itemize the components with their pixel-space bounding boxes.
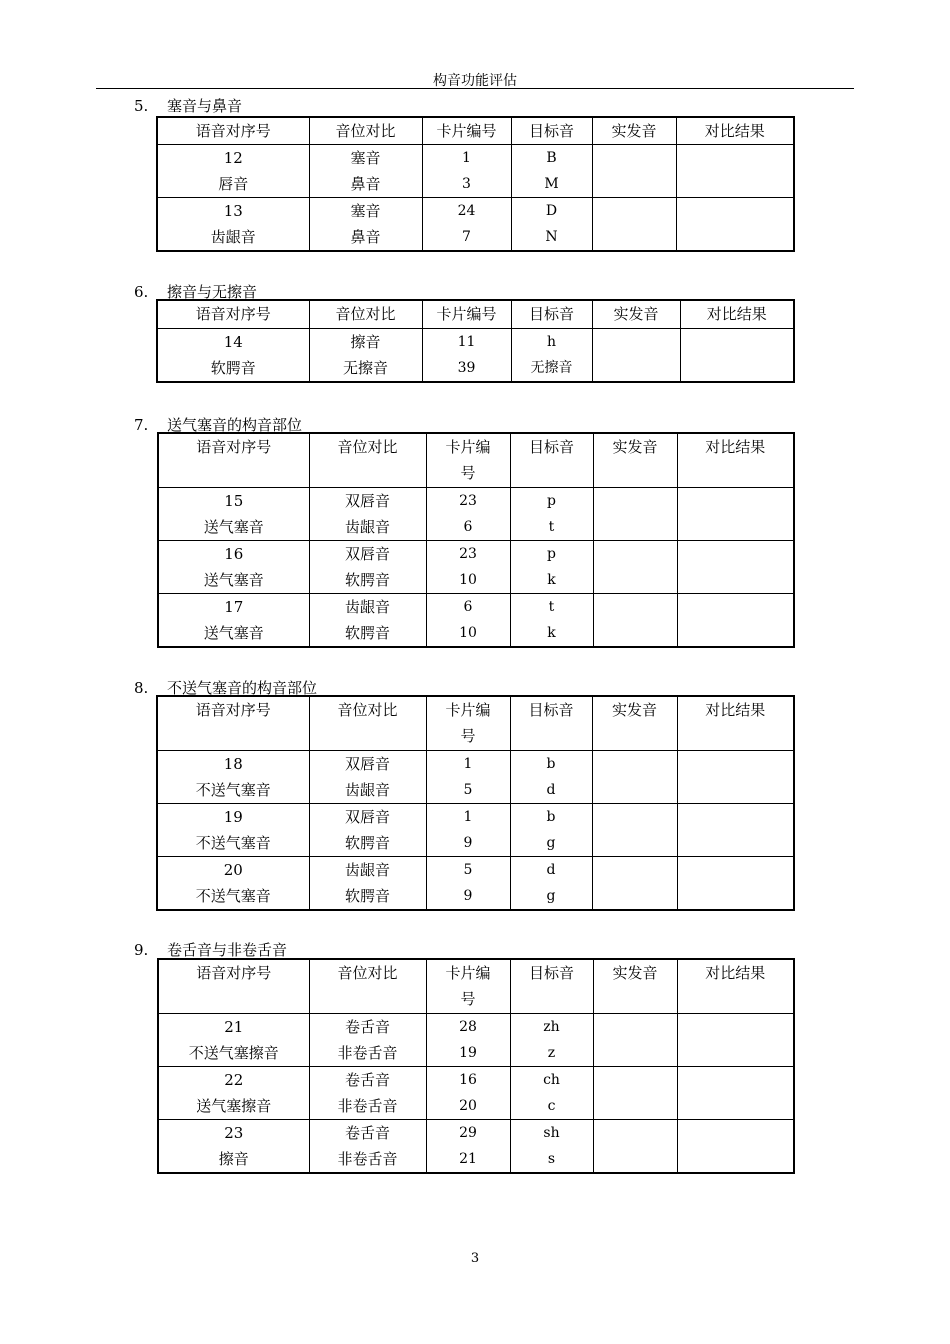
phoneme-contrast-cell-line: 齿龈音 (344, 780, 390, 799)
column-header-card-number (426, 959, 510, 1013)
target-sound-cell (510, 1066, 593, 1119)
actual-sound-cell[interactable] (592, 328, 680, 382)
pair-number-cell-line: 15 (224, 491, 244, 510)
phoneme-contrast-cell (309, 1013, 426, 1066)
card-number-cell (426, 540, 510, 593)
column-header-pair-number (158, 433, 309, 487)
table-header-row (158, 959, 794, 1013)
card-number-cell-line: 28 (459, 1018, 477, 1035)
card-number-cell-line: 5 (463, 861, 473, 878)
card-number-cell (426, 803, 510, 856)
target-sound-cell-line: b (546, 755, 556, 772)
column-header-contrast-result (677, 959, 794, 1013)
target-sound-cell-line: B (546, 150, 557, 166)
target-sound-cell (510, 487, 593, 540)
phoneme-contrast-cell (309, 1066, 426, 1119)
pair-number-cell-line: 23 (224, 1123, 244, 1142)
column-header-label: 实发音 (613, 305, 659, 323)
column-header-label: 对比结果 (706, 305, 767, 323)
section-heading: 擦音与无擦音 (167, 283, 258, 301)
page-number: 3 (470, 1251, 480, 1266)
target-sound-cell-line: h (546, 333, 557, 350)
contrast-result-cell[interactable] (677, 593, 794, 647)
actual-sound-cell[interactable] (593, 540, 677, 593)
phoneme-contrast-cell-line: 双唇音 (344, 807, 390, 826)
section-number: 5. (134, 97, 149, 115)
column-header-label: 目标音 (528, 964, 574, 982)
table-row (157, 803, 794, 856)
pair-number-cell (158, 593, 309, 647)
target-sound-cell-line: M (544, 176, 559, 192)
card-number-cell-line: 16 (459, 1071, 477, 1088)
contrast-result-cell-line (677, 198, 794, 224)
column-header-actual-sound (592, 117, 676, 145)
actual-sound-cell-line (593, 198, 676, 224)
section-number: 9. (134, 941, 149, 959)
column-header-phoneme-contrast (309, 117, 422, 145)
column-header-target-sound (510, 696, 592, 750)
pair-number-cell (157, 328, 309, 382)
contrast-result-cell[interactable] (677, 856, 794, 910)
card-number-cell-line: 23 (459, 492, 477, 509)
column-header-label: 目标音 (528, 701, 574, 719)
pair-number-cell (157, 803, 309, 856)
phoneme-contrast-cell (309, 1119, 426, 1173)
table-header-row (158, 433, 794, 487)
column-header-label: 语音对序号 (195, 701, 271, 719)
column-header-label: 卡片编号 (436, 305, 497, 323)
table-row (158, 540, 794, 593)
section-title (134, 939, 287, 960)
contrast-result-cell-line (678, 857, 794, 883)
column-header-label: 音位对比 (337, 701, 398, 719)
column-header-label: 实发音 (612, 438, 658, 456)
column-header-label: 音位对比 (335, 305, 396, 323)
column-header-label: 对比结果 (704, 122, 765, 140)
phoneme-contrast-cell-line: 非卷舌音 (337, 1096, 398, 1115)
pair-number-cell (158, 1013, 309, 1066)
pair-number-cell-line: 12 (223, 149, 243, 167)
phoneme-contrast-cell-line: 非卷舌音 (337, 1043, 398, 1062)
column-header-label: 语音对序号 (195, 122, 271, 140)
pair-number-cell-line: 齿龈音 (210, 228, 256, 246)
phoneme-contrast-cell-line: 卷舌音 (344, 1017, 390, 1036)
contrast-result-cell[interactable] (677, 750, 794, 803)
actual-sound-cell[interactable] (593, 487, 677, 540)
contrast-result-cell-line (678, 751, 794, 777)
phoneme-contrast-cell-line: 软腭音 (344, 570, 390, 589)
column-header-label: 对比结果 (705, 701, 766, 719)
actual-sound-cell-line (593, 804, 677, 830)
pair-number-cell (157, 198, 309, 252)
column-header-contrast-result (676, 117, 794, 145)
card-number-cell-line: 3 (462, 176, 471, 192)
table-row (157, 328, 794, 382)
section-number: 7. (134, 416, 149, 434)
pair-number-cell-line: 送气塞音 (203, 570, 264, 589)
card-number-cell-line: 10 (459, 571, 477, 588)
phoneme-contrast-cell-line: 双唇音 (344, 491, 390, 510)
phoneme-contrast-cell-line: 软腭音 (344, 833, 390, 852)
phoneme-contrast-cell-line: 齿龈音 (344, 860, 390, 879)
phoneme-contrast-cell-line: 无擦音 (342, 358, 388, 377)
pair-number-cell-line: 不送气塞音 (195, 833, 271, 852)
table-row (158, 1013, 794, 1066)
target-sound-cell-line: d (546, 781, 556, 798)
contrast-result-cell[interactable] (677, 540, 794, 593)
phoneme-contrast-cell-line: 鼻音 (350, 228, 381, 246)
pair-number-cell (158, 1119, 309, 1173)
assessment-table (156, 695, 795, 911)
actual-sound-cell-line (594, 1014, 677, 1040)
card-number-cell (426, 487, 510, 540)
card-number-cell (426, 1013, 510, 1066)
actual-sound-cell-line (594, 1120, 677, 1146)
pair-number-cell (158, 1066, 309, 1119)
target-sound-cell-line: s (547, 1150, 556, 1167)
column-header-target-sound (510, 433, 593, 487)
target-sound-cell (511, 328, 592, 382)
column-header-phoneme-contrast (309, 433, 426, 487)
phoneme-contrast-cell-line: 齿龈音 (344, 517, 390, 536)
section-heading: 卷舌音与非卷舌音 (167, 941, 288, 959)
phoneme-contrast-cell (309, 593, 426, 647)
pair-number-cell (158, 540, 309, 593)
pair-number-cell-line: 送气塞擦音 (196, 1096, 272, 1115)
phoneme-contrast-cell-line: 擦音 (350, 332, 381, 351)
column-header-label: 目标音 (528, 438, 574, 456)
column-header-phoneme-contrast (309, 696, 426, 750)
column-header-phoneme-contrast (309, 300, 422, 328)
pair-number-cell (157, 750, 309, 803)
target-sound-cell (510, 593, 593, 647)
contrast-result-cell-line (677, 145, 794, 171)
section-heading: 塞音与鼻音 (167, 97, 243, 115)
card-number-cell-line: 5 (463, 781, 473, 798)
actual-sound-cell[interactable] (593, 593, 677, 647)
phoneme-contrast-cell (309, 487, 426, 540)
target-sound-cell-line: c (547, 1097, 556, 1114)
pair-number-cell-line: 16 (224, 544, 244, 563)
card-number-cell-line: 20 (459, 1097, 477, 1114)
column-header-card-number (426, 696, 510, 750)
target-sound-cell-line: ch (543, 1071, 560, 1088)
contrast-result-cell-line (681, 329, 794, 355)
column-header-label: 卡片编号 (436, 122, 497, 140)
target-sound-cell-line: z (547, 1044, 556, 1061)
section-number: 8. (134, 679, 149, 697)
target-sound-cell-line: d (546, 861, 556, 878)
card-number-cell-line: 9 (463, 887, 473, 904)
assessment-table (157, 432, 795, 648)
column-header-card-number (422, 300, 511, 328)
contrast-result-cell-line (678, 1067, 794, 1093)
pair-number-cell-line: 13 (223, 202, 243, 220)
target-sound-cell-line: D (545, 203, 558, 219)
column-header-target-sound (511, 300, 592, 328)
table-row (158, 1066, 794, 1119)
contrast-result-cell-line (678, 488, 794, 514)
target-sound-cell (510, 1119, 593, 1173)
phoneme-contrast-cell-line: 软腭音 (344, 886, 390, 905)
card-number-cell-line: 1 (462, 150, 471, 166)
pair-number-cell-line: 14 (223, 332, 243, 351)
card-number-cell (426, 1066, 510, 1119)
assessment-table (156, 116, 795, 252)
card-number-cell-line: 39 (457, 359, 476, 376)
card-number-cell (426, 856, 510, 910)
card-number-cell-line: 9 (463, 834, 473, 851)
actual-sound-cell-line (594, 594, 677, 620)
section-title (134, 95, 242, 116)
column-header-actual-sound (593, 959, 677, 1013)
target-sound-cell-line: sh (543, 1124, 560, 1141)
column-header-actual-sound (593, 433, 677, 487)
pair-number-cell-line: 不送气塞音 (195, 886, 271, 905)
target-sound-cell-line: g (546, 834, 556, 851)
phoneme-contrast-cell-line: 齿龈音 (344, 597, 390, 616)
actual-sound-cell[interactable] (592, 803, 677, 856)
card-number-cell-line: 1 (463, 755, 473, 772)
phoneme-contrast-cell (309, 540, 426, 593)
actual-sound-cell-line (594, 1067, 677, 1093)
phoneme-contrast-cell-line: 卷舌音 (344, 1070, 390, 1089)
section-heading: 送气塞音的构音部位 (167, 416, 303, 434)
target-sound-cell-line: t (548, 598, 555, 615)
column-header-label: 对比结果 (705, 438, 766, 456)
contrast-result-cell[interactable] (677, 1119, 794, 1173)
table-row (158, 487, 794, 540)
target-sound-cell-line: p (547, 545, 556, 562)
column-header-pair-number (157, 300, 309, 328)
card-number-cell-line: 21 (459, 1150, 477, 1167)
column-header-label: 卡片编 号 (445, 701, 491, 745)
actual-sound-cell[interactable] (592, 856, 677, 910)
phoneme-contrast-cell-line: 塞音 (350, 149, 381, 167)
pair-number-cell-line: 擦音 (218, 1149, 249, 1168)
column-header-label: 音位对比 (335, 122, 396, 140)
table-header-row (157, 300, 794, 328)
target-sound-cell (511, 198, 592, 252)
column-header-pair-number (158, 959, 309, 1013)
column-header-target-sound (510, 959, 593, 1013)
contrast-result-cell-line (678, 1014, 794, 1040)
contrast-result-cell-line (678, 804, 794, 830)
phoneme-contrast-cell-line: 鼻音 (350, 175, 381, 193)
phoneme-contrast-cell-line: 软腭音 (344, 623, 390, 642)
contrast-result-cell[interactable] (677, 803, 794, 856)
column-header-label: 对比结果 (705, 964, 766, 982)
phoneme-contrast-cell-line: 卷舌音 (344, 1123, 390, 1142)
pair-number-cell-line: 送气塞音 (203, 623, 264, 642)
section-heading: 不送气塞音的构音部位 (167, 679, 318, 697)
column-header-label: 语音对序号 (196, 964, 272, 982)
column-header-label: 卡片编 号 (445, 964, 491, 1008)
target-sound-cell (510, 803, 592, 856)
pair-number-cell-line: 21 (224, 1017, 244, 1036)
contrast-result-cell[interactable] (676, 145, 794, 198)
assessment-table (156, 299, 795, 383)
contrast-result-cell[interactable] (677, 1013, 794, 1066)
contrast-result-cell[interactable] (676, 198, 794, 252)
actual-sound-cell[interactable] (593, 1066, 677, 1119)
pair-number-cell-line: 软腭音 (210, 358, 256, 377)
column-header-label: 目标音 (528, 122, 574, 140)
pair-number-cell-line: 18 (223, 754, 243, 773)
pair-number-cell (157, 145, 309, 198)
column-header-actual-sound (592, 300, 680, 328)
pair-number-cell-line: 唇音 (218, 175, 249, 193)
column-header-label: 音位对比 (337, 438, 398, 456)
table-header-row (157, 117, 794, 145)
phoneme-contrast-cell (309, 328, 422, 382)
column-header-label: 实发音 (612, 964, 658, 982)
column-header-card-number (426, 433, 510, 487)
table-row (158, 1119, 794, 1173)
column-header-target-sound (511, 117, 592, 145)
actual-sound-cell[interactable] (593, 1119, 677, 1173)
target-sound-cell-line: k (547, 571, 556, 588)
table-row (158, 593, 794, 647)
target-sound-cell-line: t (548, 518, 555, 535)
target-sound-cell-line: p (547, 492, 556, 509)
column-header-label: 语音对序号 (196, 438, 272, 456)
actual-sound-cell-line (593, 329, 680, 355)
card-number-cell (426, 593, 510, 647)
column-header-actual-sound (592, 696, 677, 750)
table-row (157, 750, 794, 803)
column-header-label: 实发音 (611, 122, 657, 140)
contrast-result-cell-line (678, 1120, 794, 1146)
card-number-cell-line: 29 (459, 1124, 477, 1141)
target-sound-cell-line: zh (543, 1018, 560, 1035)
card-number-cell (422, 198, 511, 252)
contrast-result-cell[interactable] (680, 328, 794, 382)
target-sound-cell (510, 750, 592, 803)
pair-number-cell-line: 不送气塞擦音 (188, 1043, 279, 1062)
phoneme-contrast-cell (309, 856, 426, 910)
card-number-cell (426, 750, 510, 803)
actual-sound-cell-line (593, 751, 677, 777)
phoneme-contrast-cell (309, 198, 422, 252)
target-sound-cell-line: N (545, 229, 558, 245)
card-number-cell (426, 1119, 510, 1173)
pair-number-cell-line: 22 (224, 1070, 244, 1089)
pair-number-cell (157, 856, 309, 910)
column-header-phoneme-contrast (309, 959, 426, 1013)
contrast-result-cell[interactable] (677, 487, 794, 540)
phoneme-contrast-cell-line: 非卷舌音 (337, 1149, 398, 1168)
card-number-cell-line: 19 (459, 1044, 477, 1061)
column-header-label: 语音对序号 (195, 305, 271, 323)
card-number-cell-line: 7 (462, 229, 471, 245)
card-number-cell-line: 23 (459, 545, 477, 562)
target-sound-cell-line: b (546, 808, 556, 825)
column-header-contrast-result (680, 300, 794, 328)
column-header-card-number (422, 117, 511, 145)
contrast-result-cell-line (678, 541, 794, 567)
column-header-pair-number (157, 117, 309, 145)
pair-number-cell (158, 487, 309, 540)
column-header-label: 卡片编 号 (445, 438, 491, 482)
pair-number-cell-line: 送气塞音 (203, 517, 264, 536)
pair-number-cell-line: 20 (223, 860, 243, 879)
phoneme-contrast-cell (309, 750, 426, 803)
pair-number-cell-line: 不送气塞音 (195, 780, 271, 799)
phoneme-contrast-cell-line: 塞音 (350, 202, 381, 220)
column-header-pair-number (157, 696, 309, 750)
pair-number-cell-line: 17 (224, 597, 244, 616)
card-number-cell (422, 328, 511, 382)
card-number-cell-line: 1 (463, 808, 473, 825)
contrast-result-cell-line (678, 594, 794, 620)
column-header-contrast-result (677, 696, 794, 750)
card-number-cell-line: 11 (457, 333, 476, 350)
table-row (157, 856, 794, 910)
card-number-cell-line: 6 (463, 598, 473, 615)
target-sound-cell-line: k (547, 624, 556, 641)
actual-sound-cell-line (594, 488, 677, 514)
actual-sound-cell[interactable] (592, 198, 676, 252)
target-sound-cell (510, 856, 592, 910)
target-sound-cell-line: 无擦音 (530, 359, 573, 376)
phoneme-contrast-cell (309, 145, 422, 198)
target-sound-cell (511, 145, 592, 198)
phoneme-contrast-cell-line: 双唇音 (344, 754, 390, 773)
actual-sound-cell-line (593, 145, 676, 171)
target-sound-cell-line: g (546, 887, 556, 904)
target-sound-cell (510, 1013, 593, 1066)
phoneme-contrast-cell-line: 双唇音 (344, 544, 390, 563)
card-number-cell-line: 24 (457, 203, 476, 219)
column-header-label: 音位对比 (337, 964, 398, 982)
actual-sound-cell-line (594, 541, 677, 567)
table-row (157, 145, 794, 198)
card-number-cell-line: 10 (459, 624, 477, 641)
actual-sound-cell[interactable] (593, 1013, 677, 1066)
phoneme-contrast-cell (309, 803, 426, 856)
target-sound-cell (510, 540, 593, 593)
card-number-cell (422, 145, 511, 198)
column-header-label: 实发音 (611, 701, 657, 719)
column-header-label: 目标音 (528, 305, 574, 323)
assessment-table (157, 958, 795, 1174)
table-row (157, 198, 794, 252)
page-header-title: 构音功能评估 (433, 73, 517, 89)
card-number-cell-line: 6 (463, 518, 473, 535)
actual-sound-cell[interactable] (592, 750, 677, 803)
section-number: 6. (134, 283, 149, 301)
actual-sound-cell[interactable] (592, 145, 676, 198)
pair-number-cell-line: 19 (223, 807, 243, 826)
contrast-result-cell[interactable] (677, 1066, 794, 1119)
table-header-row (157, 696, 794, 750)
header-divider (96, 88, 854, 89)
column-header-contrast-result (677, 433, 794, 487)
actual-sound-cell-line (593, 857, 677, 883)
